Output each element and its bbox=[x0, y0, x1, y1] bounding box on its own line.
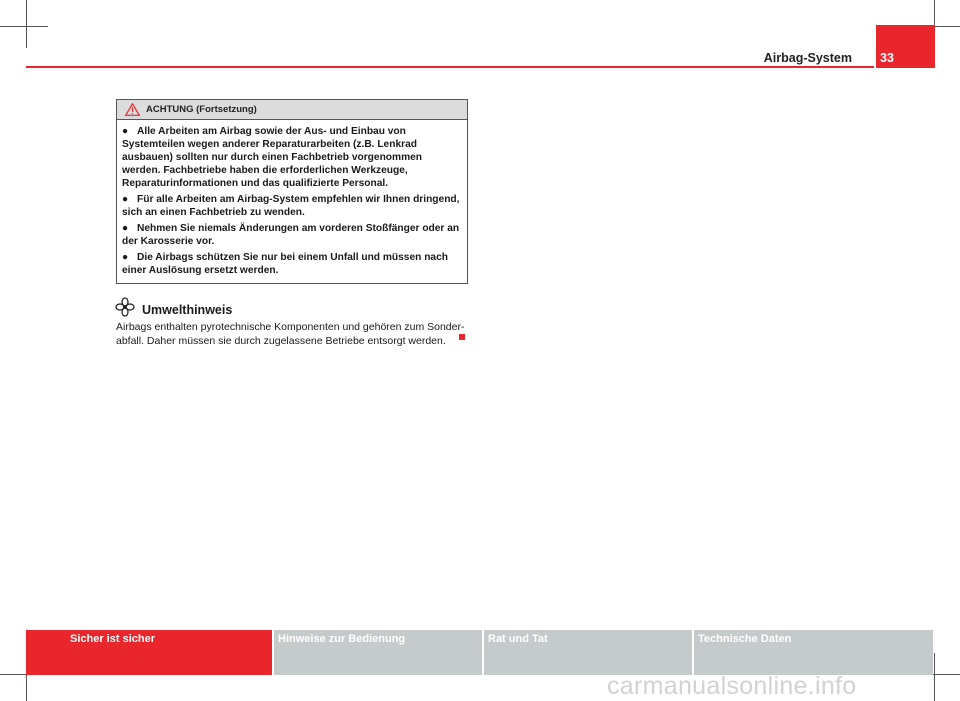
environment-note-text: Airbags enthalten pyrotechnische Komponenten und gehören zum Sonder-abfall. Daher müssen sie durch zugelassene Betriebe entsorgt werden. bbox=[116, 321, 465, 347]
warning-item-text: Für alle Arbeiten am Airbag-System empfehlen wir Ihnen dringend, sich an einen Fachbetrieb zu wenden. bbox=[122, 194, 460, 218]
flower-icon bbox=[115, 297, 135, 317]
crop-mark bbox=[0, 26, 48, 27]
warning-item-text: Die Airbags schützen Sie nur bei einem Unfall und müssen nach einer Auslösung ersetzt werden. bbox=[122, 252, 448, 276]
warning-title: ACHTUNG (Fortsetzung) bbox=[146, 104, 257, 115]
footer-tab-hinweise-zur-bedienung[interactable]: Hinweise zur Bedienung bbox=[274, 630, 482, 675]
warning-triangle-icon bbox=[125, 103, 140, 116]
warning-box bbox=[116, 99, 468, 284]
watermark: carmanualsonline.info bbox=[607, 672, 857, 700]
bullet: ● bbox=[122, 223, 129, 234]
crop-mark bbox=[26, 0, 27, 48]
warning-item bbox=[122, 251, 463, 277]
environment-note-title: Umwelthinweis bbox=[142, 303, 233, 317]
footer-tab-sicher-ist-sicher[interactable]: Sicher ist sicher bbox=[26, 630, 272, 675]
section-end-marker bbox=[459, 334, 465, 340]
warning-header bbox=[117, 100, 467, 120]
warning-item bbox=[122, 193, 463, 219]
warning-body bbox=[117, 120, 467, 277]
bullet: ● bbox=[122, 194, 129, 205]
footer-nav bbox=[26, 630, 935, 675]
header-rule bbox=[26, 66, 874, 68]
page-number: 33 bbox=[880, 51, 894, 65]
warning-item-text: Nehmen Sie niemals Änderungen am vorderen Stoßfänger oder an der Karosserie vor. bbox=[122, 223, 460, 247]
footer-tab-rat-und-tat[interactable]: Rat und Tat bbox=[484, 630, 692, 675]
running-head: Airbag-System bbox=[763, 51, 852, 65]
warning-item bbox=[122, 222, 463, 248]
warning-item bbox=[122, 125, 463, 190]
footer-tab-technische-daten[interactable]: Technische Daten bbox=[694, 630, 933, 675]
warning-item-text: Alle Arbeiten am Airbag sowie der Aus- und Einbau von Systemteilen wegen anderer Reparaturarbeiten (z.B. Lenkrad ausbauen) sollten nur durch einen Fachbetrieb vorgenommen werden. Fachbetriebe haben die erforderlichen Werkzeuge, Reparaturinformationen und das qualifizierte Personal. bbox=[122, 126, 423, 189]
bullet: ● bbox=[122, 252, 129, 263]
bullet: ● bbox=[122, 126, 129, 137]
